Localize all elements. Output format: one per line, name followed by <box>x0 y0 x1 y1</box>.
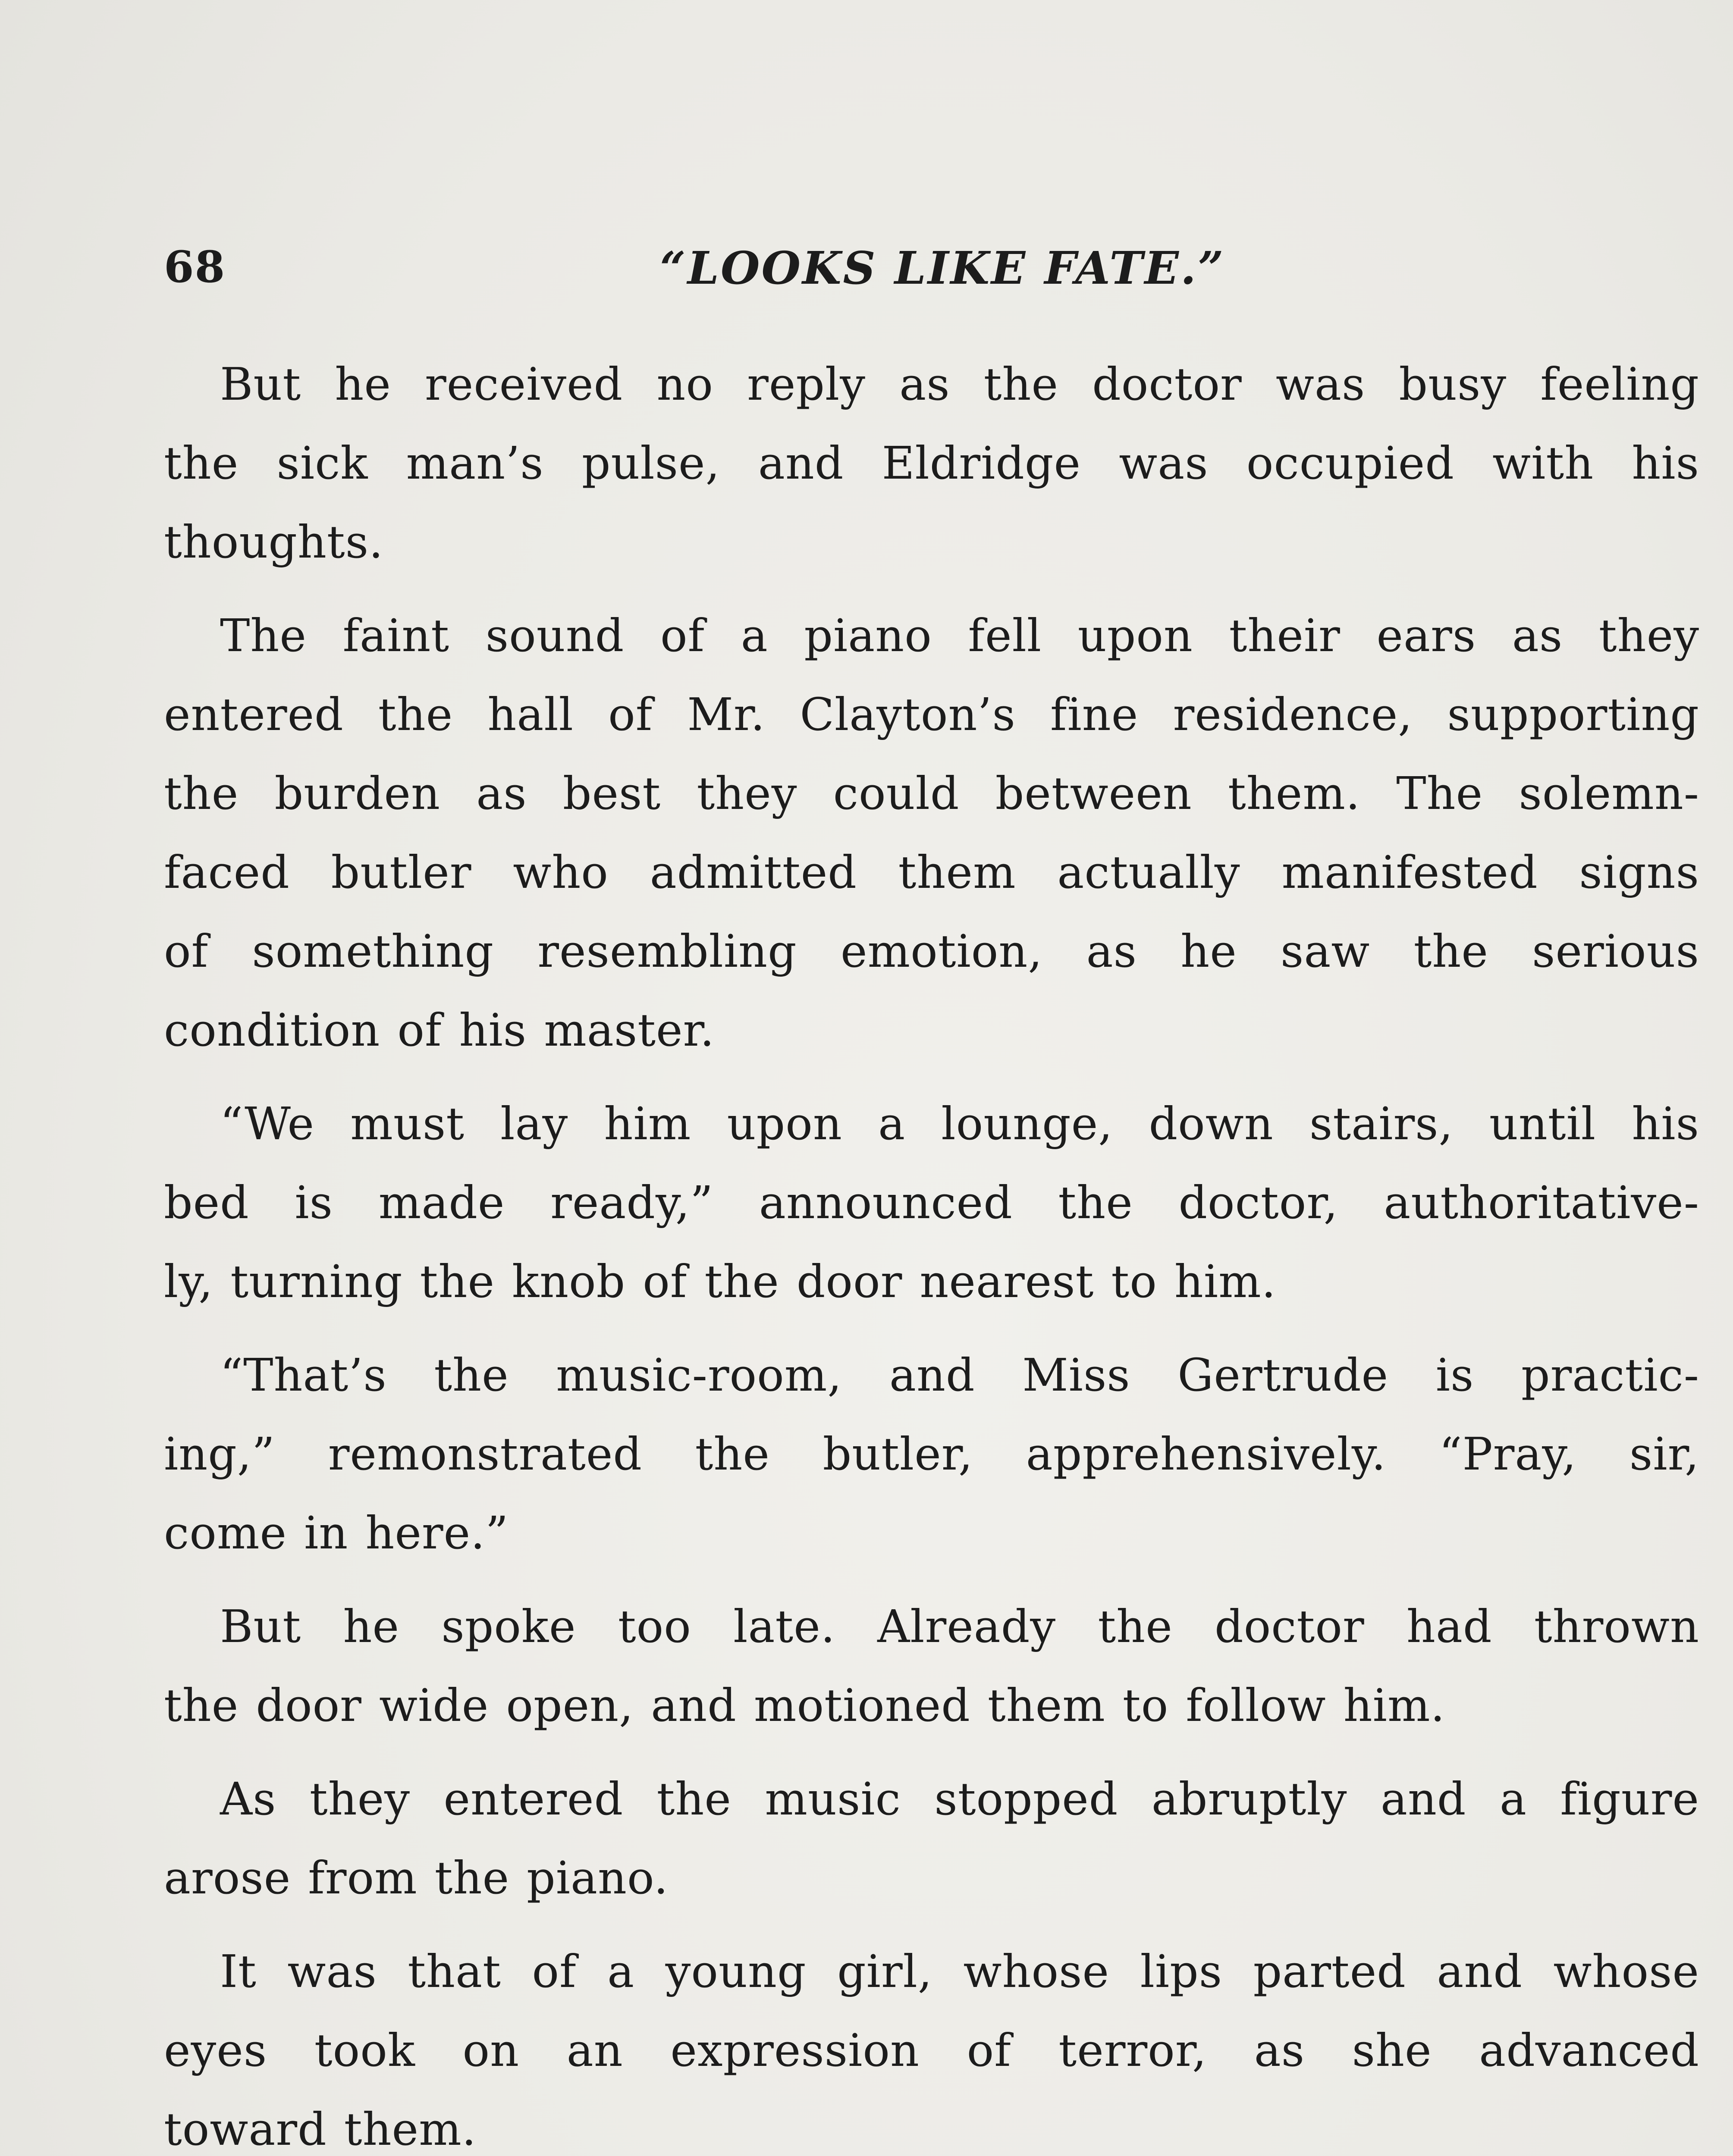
paragraph <box>164 345 1699 582</box>
text-line: the burden as best they could between them. The solemn- <box>164 767 1699 820</box>
text-line: arose from the piano. <box>164 1852 669 1904</box>
text-line: “That’s the music-room, and Miss Gertrude is practic- <box>220 1349 1699 1401</box>
page-number: 68 <box>164 241 226 292</box>
text-line: thoughts. <box>164 516 384 568</box>
text-line: the sick man’s pulse, and Eldridge was occupied with his <box>164 437 1699 489</box>
paragraph <box>164 1084 1699 1321</box>
text-line: ly, turning the knob of the door nearest to him. <box>164 1255 1276 1308</box>
paragraph <box>164 596 1699 1070</box>
paragraph <box>164 1336 1699 1573</box>
text-line: “We must lay him upon a lounge, down stairs, until his <box>220 1097 1699 1150</box>
text-line: The faint sound of a piano fell upon their ears as they <box>220 609 1699 662</box>
text-line: the door wide open, and motioned them to follow him. <box>164 1679 1445 1732</box>
text-line: condition of his master. <box>164 1004 715 1056</box>
text-line: But he received no reply as the doctor was busy feeling <box>220 358 1699 411</box>
text-line: bed is made ready,” announced the doctor, authoritative- <box>164 1176 1699 1229</box>
page-header <box>164 241 1699 306</box>
running-title: “LOOKS LIKE FATE.” <box>660 241 1225 295</box>
text-line: faced butler who admitted them actually manifested signs <box>164 846 1699 899</box>
text-line: come in here.” <box>164 1507 509 1559</box>
paragraph <box>164 1932 1699 2156</box>
text-line: entered the hall of Mr. Clayton’s fine residence, supporting <box>164 688 1699 741</box>
body-text <box>164 345 1699 2156</box>
paragraph <box>164 1760 1699 1918</box>
text-line: As they entered the music stopped abruptly and a figure <box>220 1773 1699 1825</box>
text-line: of something resembling emotion, as he saw the serious <box>164 925 1699 978</box>
text-line: But he spoke too late. Already the doctor had thrown <box>220 1600 1699 1653</box>
paragraph <box>164 1587 1699 1745</box>
text-line: toward them. <box>164 2103 477 2156</box>
text-line: ing,” remonstrated the butler, apprehensively. “Pray, sir, <box>164 1428 1699 1480</box>
text-line: eyes took on an expression of terror, as she advanced <box>164 2024 1699 2077</box>
text-line: It was that of a young girl, whose lips parted and whose <box>220 1945 1699 1998</box>
